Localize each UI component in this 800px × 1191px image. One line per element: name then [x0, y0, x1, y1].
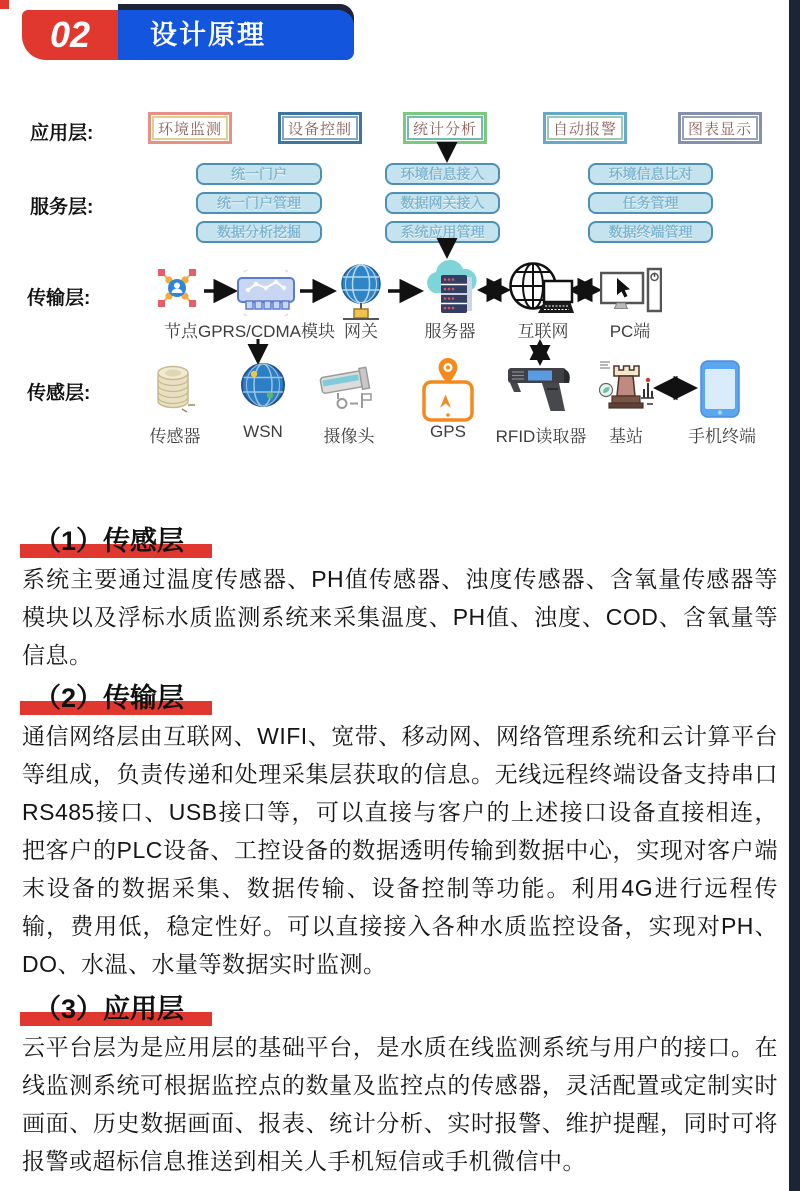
section-body-1: 系统主要通过温度传感器、PH值传感器、浊度传感器、含氧量传感器等模块以及浮标水质监测系统来采集温度、PH值、浊度、COD、含氧量等信息。 — [22, 566, 778, 668]
svc-box: 系统应用管理 — [385, 221, 500, 243]
svc-box: 统一门户 — [196, 163, 322, 185]
label-gprs: GPRS/CDMA模块 — [198, 322, 335, 341]
gps-icon — [421, 356, 475, 422]
label-server: 服务器 — [424, 322, 476, 341]
layer-label-service: 服务层: — [30, 197, 94, 218]
svc-box: 数据网关接入 — [385, 192, 500, 214]
label-gps: GPS — [430, 422, 466, 441]
svc-box: 统一门户管理 — [196, 192, 322, 214]
svc-box: 数据分析挖掘 — [196, 221, 322, 243]
server-icon — [422, 257, 480, 315]
section-heading-2 — [22, 676, 778, 714]
gprs-module-icon — [236, 270, 296, 316]
page-title: 设计原理 — [118, 10, 354, 60]
section-number: 02 — [22, 10, 118, 60]
internet-icon — [508, 261, 574, 319]
layer-label-application: 应用层: — [30, 123, 94, 144]
rfid-reader-icon — [504, 360, 574, 414]
label-internet: 互联网 — [517, 322, 569, 341]
svc-box: 数据终端管理 — [588, 221, 713, 243]
svc-box: 环境信息接入 — [385, 163, 500, 185]
label-pc: PC端 — [609, 322, 651, 341]
layer-label-transport: 传输层: — [27, 288, 91, 309]
label-rfid: RFID读取器 — [495, 427, 587, 446]
section-body-3: 云平台层为是应用层的基础平台，是水质在线监测系统与用户的接口。在线监测系统可根据监控点的数量及监控点的传感器，灵活配置或定制实时画面、历史数据画面、报表、统计分析、实时报警、维护提醒，同时可将报警或超标信息推送到相关人手机短信或手机微信中。 — [22, 1034, 778, 1174]
gateway-icon — [337, 263, 385, 323]
label-node: 节点 — [164, 322, 198, 341]
camera-icon — [317, 366, 381, 414]
app-box-stat-analysis: 统计分析 — [403, 112, 487, 144]
wsn-globe-icon — [240, 362, 286, 408]
sensor-icon — [152, 364, 196, 414]
heading-text: （2）传输层 — [34, 683, 185, 713]
architecture-diagram — [0, 0, 800, 470]
section-heading-1 — [22, 519, 778, 557]
label-gateway: 网关 — [344, 322, 378, 341]
app-box-device-control: 设备控制 — [278, 112, 362, 144]
svc-box: 环境信息比对 — [588, 163, 713, 185]
layer-label-sensing: 传感层: — [27, 383, 91, 404]
label-phone: 手机终端 — [688, 427, 756, 446]
section-body-2: 通信网络层由互联网、WIFI、宽带、移动网、网络管理系统和云计算平台等组成，负责传递和处理采集层获取的信息。无线远程终端设备支持串口RS485接口、USB接口等，可以直接与客户的上述接口设备直接相连，把客户的PLC设备、工控设备的数据透明传输到数据中心，实现对客户端末设备的数据采集、数据传输、设备控制等功能。利用4G进行远程传输，费用低，稳定性好。可以直接接入各种水质监控设备，实现对PH、DO、水温、水量等数据实时监测。 — [22, 723, 778, 977]
article-content — [22, 519, 778, 1182]
node-icon — [154, 265, 200, 311]
svc-box: 任务管理 — [588, 192, 713, 214]
heading-text: （1）传感层 — [34, 526, 185, 556]
pc-icon — [600, 267, 662, 319]
flow-arrows — [0, 0, 800, 470]
phone-icon — [700, 360, 740, 418]
base-station-icon — [597, 358, 655, 414]
heading-text: （3）应用层 — [34, 994, 185, 1024]
label-camera: 摄像头 — [323, 427, 375, 446]
label-wsn: WSN — [243, 422, 283, 441]
label-sensor: 传感器 — [149, 427, 201, 446]
label-station: 基站 — [609, 427, 643, 446]
app-box-chart-display: 图表显示 — [678, 112, 762, 144]
app-box-env-monitor: 环境监测 — [148, 112, 232, 144]
app-box-auto-alarm: 自动报警 — [543, 112, 627, 144]
section-heading-3 — [22, 987, 778, 1025]
